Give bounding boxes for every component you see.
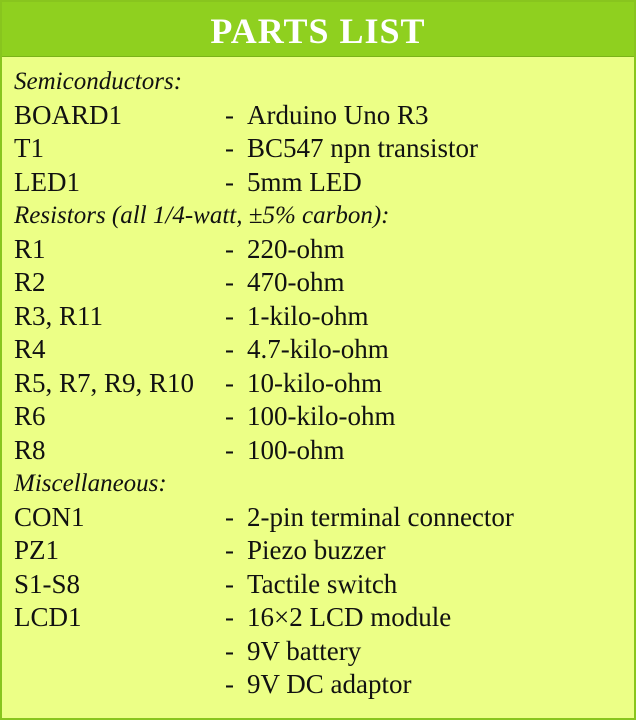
part-reference: [14, 635, 225, 669]
part-description: 16×2 LCD module: [247, 602, 452, 632]
part-description: 1-kilo-ohm: [247, 300, 369, 331]
parts-list-title: PARTS LIST: [210, 10, 426, 51]
part-reference: R6: [14, 401, 46, 431]
part-reference: R2: [14, 267, 46, 297]
part-row: [14, 568, 634, 602]
part-description: Tactile switch: [247, 568, 398, 599]
part-separator: -: [225, 602, 234, 632]
part-reference: S1-S8: [14, 568, 81, 599]
part-row: [14, 166, 634, 200]
part-description: 9V battery: [247, 635, 362, 666]
part-row: [14, 668, 634, 702]
part-row: [14, 400, 634, 434]
part-row: [14, 434, 634, 468]
part-reference: CON1: [14, 501, 85, 532]
part-reference: PZ1: [14, 535, 60, 565]
part-description: 220-ohm: [247, 233, 345, 264]
part-description: 5mm LED: [247, 166, 362, 197]
part-separator: -: [225, 568, 234, 599]
part-reference: R4: [14, 334, 46, 364]
parts-list-body: [2, 57, 634, 702]
part-separator: -: [225, 300, 234, 331]
part-description: 470-ohm: [247, 267, 345, 297]
part-description: 100-ohm: [247, 434, 345, 465]
part-row: [14, 501, 634, 535]
part-row: [14, 534, 634, 568]
part-description: 9V DC adaptor: [247, 669, 412, 699]
part-row: [14, 132, 634, 166]
part-reference: [14, 668, 225, 702]
part-row: [14, 266, 634, 300]
part-separator: -: [225, 501, 234, 532]
part-separator: -: [225, 635, 234, 666]
part-description: 10-kilo-ohm: [247, 367, 382, 398]
part-reference: BOARD1: [14, 99, 123, 130]
part-description: 4.7-kilo-ohm: [247, 334, 389, 364]
part-row: [14, 233, 634, 267]
part-separator: -: [225, 166, 234, 197]
part-row: [14, 601, 634, 635]
part-separator: -: [225, 434, 234, 465]
part-reference: R8: [14, 434, 46, 465]
part-separator: -: [225, 401, 234, 431]
part-description: Arduino Uno R3: [247, 99, 429, 130]
part-description: Piezo buzzer: [247, 535, 386, 565]
part-row: [14, 367, 634, 401]
part-reference: LED1: [14, 166, 80, 197]
part-separator: -: [225, 233, 234, 264]
part-reference: R1: [14, 233, 46, 264]
part-reference: LCD1: [14, 602, 82, 632]
section-heading-resistors: Resistors (all 1/4-watt, ±5% carbon):: [14, 202, 390, 229]
part-row: [14, 333, 634, 367]
part-row: [14, 99, 634, 133]
part-separator: -: [225, 133, 234, 163]
part-reference: R5, R7, R9, R10: [14, 367, 195, 398]
part-separator: -: [225, 669, 234, 699]
parts-list-header: [2, 2, 634, 57]
part-reference: R3, R11: [14, 300, 104, 331]
section-heading-miscellaneous: Miscellaneous:: [14, 470, 167, 497]
part-separator: -: [225, 267, 234, 297]
part-separator: -: [225, 334, 234, 364]
part-row: [14, 635, 634, 669]
section-heading-semiconductors: Semiconductors:: [14, 68, 183, 95]
part-separator: -: [225, 99, 234, 130]
part-description: BC547 npn transistor: [247, 133, 479, 163]
part-separator: -: [225, 367, 234, 398]
part-description: 100-kilo-ohm: [247, 401, 396, 431]
part-row: [14, 300, 634, 334]
part-separator: -: [225, 535, 234, 565]
part-reference: T1: [14, 133, 44, 163]
part-description: 2-pin terminal connector: [247, 501, 514, 532]
